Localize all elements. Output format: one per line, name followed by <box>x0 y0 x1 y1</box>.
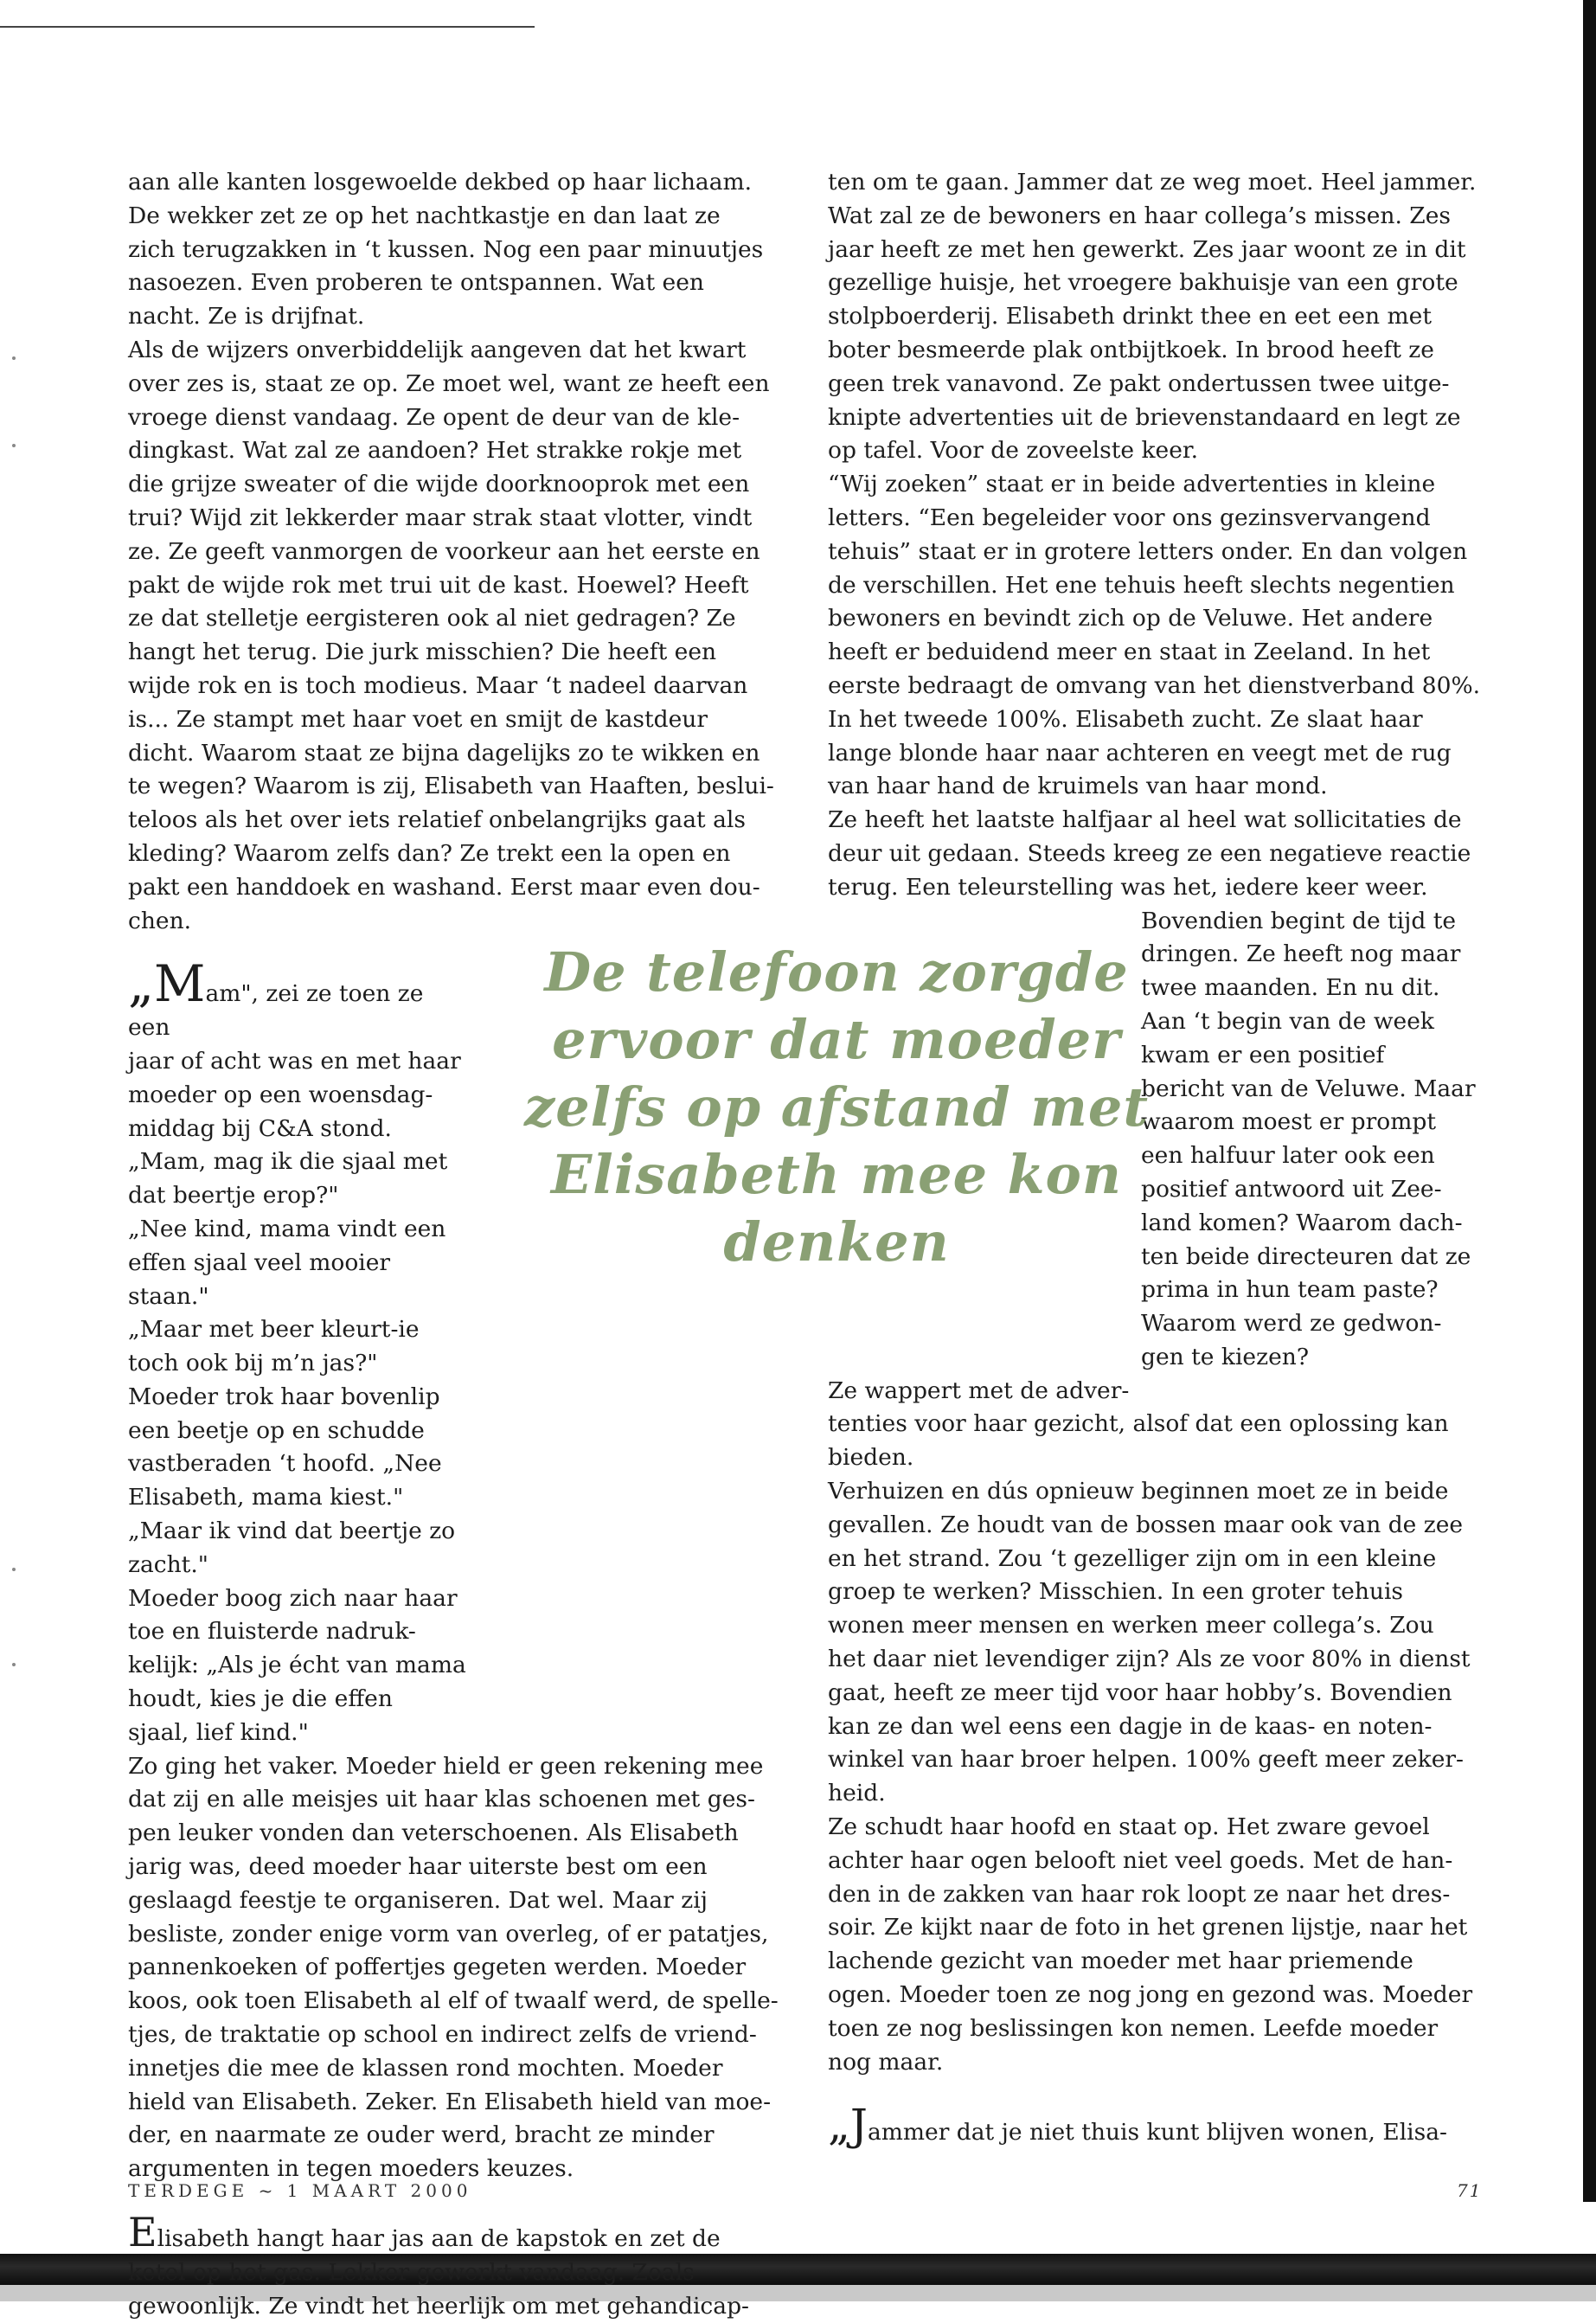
text-line: ze dat stelletje eergisteren ook al niet gedragen? Ze <box>128 605 736 632</box>
text-line: bericht van de Veluwe. Maar <box>1141 1075 1476 1102</box>
text-line: lisabeth hangt haar jas aan de kapstok en zet de <box>157 2225 721 2253</box>
paragraph <box>828 1475 1490 1811</box>
scan-mark <box>12 1663 16 1666</box>
text-line: Verhuizen en dús opnieuw beginnen moet ze in beide <box>828 1478 1449 1505</box>
text-line: „Mam, mag ik die sjaal met <box>128 1148 448 1176</box>
text-line: Ze wappert met de adver- <box>828 1376 1130 1404</box>
text-line: effen sjaal veel mooier <box>128 1248 391 1276</box>
text-line: lange blonde haar naar achteren en veegt met de rug <box>828 739 1452 767</box>
text-line: ten beide directeuren dat ze <box>1141 1242 1471 1270</box>
text-line: geslaagd feestje te organiseren. Dat wel. Maar zij <box>128 1886 708 1914</box>
paragraph <box>828 166 1490 468</box>
text-line: dringen. Ze heeft nog maar <box>1141 940 1461 968</box>
text-line: argumenten in tegen moeders keuzes. <box>128 2155 574 2183</box>
text-line: is... Ze stampt met haar voet en smijt de kastdeur <box>128 705 708 733</box>
text-line: “Wij zoeken” staat er in beide advertenties in kleine <box>828 471 1436 498</box>
text-line: twee maanden. En nu dit. <box>1141 974 1440 1002</box>
text-line: gewoonlijk. Ze vindt het heerlijk om met gehandicap- <box>128 2292 749 2320</box>
drop-cap: „M <box>128 954 206 1014</box>
text-line: Moeder trok haar bovenlip <box>128 1383 440 1410</box>
text-line: nasoezen. Even proberen te ontspannen. Wat een <box>128 269 704 297</box>
text-line: wijde rok en is toch modieus. Maar ‘t nadeel daarvan <box>128 671 748 699</box>
text-line: chen. <box>128 907 192 934</box>
text-line: gaat, heeft ze meer tijd voor haar hobby’s. Bovendien <box>828 1678 1452 1706</box>
text-line: vroege dienst vandaag. Ze opent de deur van de kle- <box>128 403 740 431</box>
text-line: Wat zal ze de bewoners en haar collega’s missen. Zes <box>828 202 1451 229</box>
text-line: „Nee kind, mama vindt een <box>128 1215 446 1242</box>
pull-quote-line: De telefoon zorgde <box>544 940 1129 1004</box>
text-line: „Maar met beer kleurt-ie <box>128 1316 420 1344</box>
text-line: gezellige huisje, het vroegere bakhuisje van een grote <box>828 269 1458 297</box>
text-line: pen leuker vonden dan veterschoenen. Als Elisabeth <box>128 1819 739 1847</box>
drop-cap: „J <box>828 2100 868 2151</box>
paragraph <box>828 1811 1490 2079</box>
text-line: Zo ging het vaker. Moeder hield er geen rekening mee <box>128 1752 764 1780</box>
text-line: kelijk: „Als je écht van mama houdt, kies je die effen <box>128 1652 466 1713</box>
text-line: dingkast. Wat zal ze aandoen? Het strakke rokje met <box>128 437 742 465</box>
text-line: hield van Elisabeth. Zeker. En Elisabeth hield van moe- <box>128 2088 772 2115</box>
text-line: In het tweede 100%. Elisabeth zucht. Ze slaat haar <box>828 705 1423 733</box>
text-line: moeder op een woensdag- <box>128 1081 433 1108</box>
pull-quote-line: zelfs op afstand met <box>524 1075 1149 1139</box>
text-line: den in de zakken van haar rok loopt ze naar het dres- <box>828 1880 1451 1908</box>
text-line: eerste bedraagt de omvang van het dienstverband 80%. <box>828 671 1481 699</box>
text-line: zich terugzakken in ‘t kussen. Nog een paar minuutjes <box>128 235 764 263</box>
text-line: Ze heeft het laatste halfjaar al heel wat sollicitaties de <box>828 806 1462 834</box>
paragraph-text: ammer dat je niet thuis kunt blijven wonen, Elisa- <box>867 2119 1448 2147</box>
text-line: „Maar ik vind dat beertje zo zacht." <box>128 1518 456 1578</box>
text-line: deur uit gedaan. Steeds kreeg ze een negatieve reactie <box>828 839 1471 867</box>
text-line: ten om te gaan. Jammer dat ze weg moet. Heel jammer. <box>828 169 1477 196</box>
text-line: jaar heeft ze met hen gewerkt. Zes jaar woont ze in dit <box>828 235 1466 263</box>
paragraph <box>128 334 779 938</box>
text-line: jaar of acht was en met haar <box>128 1047 461 1075</box>
text-line: achter haar ogen belooft niet veel goeds. Met de han- <box>828 1846 1453 1874</box>
text-line: bewoners en bevindt zich op de Veluwe. Het andere <box>828 605 1433 632</box>
scan-mark <box>12 1568 16 1571</box>
scan-edge-right <box>1583 0 1596 2202</box>
pull-quote-line: ervoor dat moeder <box>552 1008 1121 1071</box>
text-line: letters. “Een begeleider voor ons gezinsvervangend <box>828 504 1431 531</box>
pull-quote <box>495 939 1178 1276</box>
paragraph <box>828 468 1490 804</box>
text-line: soir. Ze kijkt naar de foto in het grenen lijstje, naar het <box>828 1914 1468 1941</box>
text-line: trui? Wijd zit lekkerder maar strak staat vlotter, vindt <box>128 504 753 531</box>
text-line: am", zei ze toen ze een <box>128 980 424 1042</box>
text-line: heeft er beduidend meer en staat in Zeeland. In het <box>828 639 1431 666</box>
text-line: staan." <box>128 1282 209 1310</box>
text-line: tehuis” staat er in grotere letters onder. En dan volgen <box>828 537 1468 565</box>
text-line: De wekker zet ze op het nachtkastje en dan laat ze <box>128 202 721 229</box>
text-line: pakt de wijde rok met trui uit de kast. Hoewel? Heeft <box>128 571 749 599</box>
pull-quote-line: Elisabeth mee kon <box>550 1143 1122 1206</box>
text-line: waarom moest er prompt <box>1141 1108 1436 1136</box>
text-line: pakt een handdoek en washand. Eerst maar even dou- <box>128 873 760 901</box>
text-line: boter besmeerde plak ontbijtkoek. In brood heeft ze <box>828 336 1434 363</box>
text-line: middag bij C&A stond. <box>128 1114 392 1142</box>
text-line: toch ook bij m’n jas?" <box>128 1350 378 1377</box>
text-line: over zes is, staat ze op. Ze moet wel, want ze heeft een <box>128 369 770 397</box>
text-line: besliste, zonder enige vorm van overleg, of er patatjes, <box>128 1920 769 1948</box>
text-line: Als de wijzers onverbiddelijk aangeven dat het kwart <box>128 336 747 363</box>
text-line: gen te kiezen? <box>1141 1343 1310 1370</box>
page-number: 71 <box>1457 2180 1483 2201</box>
text-line: een beetje op en schudde <box>128 1416 425 1444</box>
text-line: kwam er een positief <box>1141 1041 1385 1068</box>
text-line: ketel op het gas. Lekker gewerkt vandaag. Zoals <box>128 2258 695 2286</box>
text-line: land komen? Waarom dach- <box>1141 1209 1463 1236</box>
text-line: Moeder boog zich naar haar toe en fluisterde nadruk- <box>128 1584 458 1646</box>
text-line: bieden. <box>828 1444 914 1472</box>
text-line: en het strand. Zou ‘t gezelliger zijn om in een kleine <box>828 1544 1437 1572</box>
text-line: winkel van haar broer helpen. 100% geeft meer zeker- <box>828 1746 1465 1774</box>
text-line: sjaal, lief kind." <box>128 1718 309 1746</box>
text-line: terug. Een teleurstelling was het, iedere keer weer. <box>828 873 1428 901</box>
text-line: der, en naarmate ze ouder werd, bracht ze minder <box>128 2121 715 2149</box>
paragraph <box>828 2100 1490 2151</box>
text-line: kleding? Waarom zelfs dan? Ze trekt een la open en <box>128 839 731 867</box>
text-line: Aan ‘t begin van de week <box>1141 1007 1434 1035</box>
text-line: groep te werken? Misschien. In een groter tehuis <box>828 1578 1404 1606</box>
text-line: innetjes die mee de klassen rond mochten. Moeder <box>128 2054 723 2082</box>
text-line: knipte advertenties uit de brievenstandaard en legt ze <box>828 403 1461 431</box>
text-line: van haar hand de kruimels van haar mond. <box>828 773 1328 800</box>
paragraph <box>128 2209 779 2323</box>
text-line: Ze schudt haar hoofd en staat op. Het zware gevoel <box>828 1813 1430 1841</box>
text-line: lachende gezicht van moeder met haar priemende <box>828 1948 1413 1975</box>
text-line: kan ze dan wel eens een dagje in de kaas- en noten- <box>828 1712 1433 1740</box>
top-rule <box>0 26 535 28</box>
text-line: koos, ook toen Elisabeth al elf of twaalf werd, de spelle- <box>128 1987 779 2015</box>
text-line: vastberaden ‘t hoofd. „Nee Elisabeth, mama kiest." <box>128 1450 442 1511</box>
text-line: aan alle kanten losgewoelde dekbed op haar lichaam. <box>128 169 753 196</box>
pull-quote-line: denken <box>723 1210 950 1274</box>
text-line: ogen. Moeder toen ze nog jong en gezond was. Moeder <box>828 1981 1473 2009</box>
footer-publication: TERDEGE ~ 1 MAART 2000 <box>128 2180 472 2201</box>
paragraph <box>828 804 1490 904</box>
text-line: positief antwoord uit Zee- <box>1141 1175 1442 1203</box>
text-line: de verschillen. Het ene tehuis heeft slechts negentien <box>828 571 1455 599</box>
text-line: jarig was, deed moeder haar uiterste best om een <box>128 1853 708 1881</box>
text-line: het daar niet levendiger zijn? Als ze voor 80% in dienst <box>828 1646 1471 1673</box>
text-line: nacht. Ze is drijfnat. <box>128 303 365 330</box>
text-line: stolpboerderij. Elisabeth drinkt thee en eet een met <box>828 303 1432 330</box>
text-line: dat beertje erop?" <box>128 1182 339 1210</box>
paragraph <box>828 1375 1490 1475</box>
text-line: teloos als het over iets relatief onbelangrijks gaat als <box>128 806 746 834</box>
scan-mark <box>12 356 16 360</box>
text-line: pannenkoeken of poffertjes gegeten werden. Moeder <box>128 1954 747 1981</box>
text-line: hangt het terug. Die jurk misschien? Die heeft een <box>128 639 717 666</box>
text-line: toen ze nog beslissingen kon nemen. Leefde moeder <box>828 2014 1439 2042</box>
drop-cap: E <box>128 2209 157 2256</box>
text-line: ze. Ze geeft vanmorgen de voorkeur aan het eerste en <box>128 537 760 565</box>
text-line: te wegen? Waarom is zij, Elisabeth van Haaften, beslui- <box>128 773 774 800</box>
text-line: dat zij en alle meisjes uit haar klas schoenen met ges- <box>128 1786 755 1813</box>
text-line: Bovendien begint de tijd te <box>1141 907 1457 934</box>
text-line: tenties voor haar gezicht, alsof dat een oplossing kan <box>828 1410 1449 1438</box>
text-line: wonen meer mensen en werken meer collega’s. Zou <box>828 1612 1434 1640</box>
text-line: die grijze sweater of die wijde doorknooprok met een <box>128 471 750 498</box>
scan-mark <box>12 444 16 447</box>
text-line: nog maar. <box>828 2048 944 2076</box>
text-line: tjes, de traktatie op school en indirect zelfs de vriend- <box>128 2021 757 2049</box>
text-line: geen trek vanavond. Ze pakt ondertussen twee uitge- <box>828 369 1450 397</box>
text-line: Waarom werd ze gedwon- <box>1141 1310 1442 1338</box>
text-line: gevallen. Ze houdt van de bossen maar ook van de zee <box>828 1511 1464 1538</box>
text-line: prima in hun team paste? <box>1141 1276 1439 1304</box>
text-line: een halfuur later ook een <box>1141 1142 1435 1170</box>
paragraph <box>128 166 779 334</box>
text-line: op tafel. Voor de zoveelste keer. <box>828 437 1199 465</box>
text-line: heid. <box>828 1780 886 1807</box>
text-line: dicht. Waarom staat ze bijna dagelijks zo te wikken en <box>128 739 760 767</box>
